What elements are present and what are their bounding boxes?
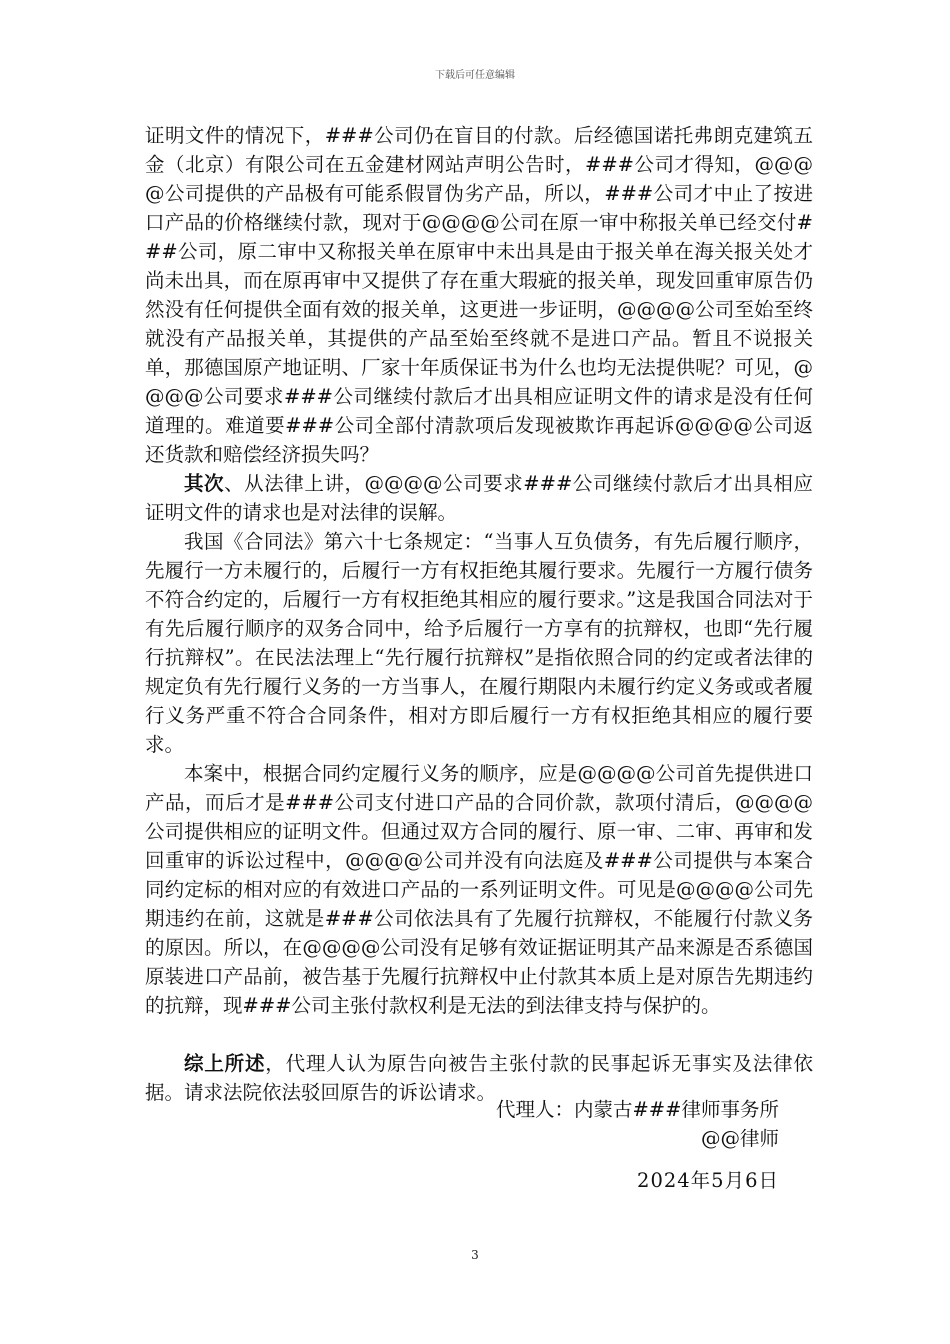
paragraph-conclusion-rest: ，代理人认为原告向被告主张付款的民事起诉无事实及法律依据。请求法院依法驳回原告的诉讼请求。	[145, 1052, 813, 1104]
paragraph-secondly-rest: 、从法律上讲，@@@@公司要求###公司继续付款后才出具相应证明文件的请求也是对法律的误解。	[145, 472, 813, 524]
paragraph-secondly-lead: 其次	[184, 472, 225, 495]
paragraph-case-analysis: 本案中，根据合同约定履行义务的顺序，应是@@@@公司首先提供进口产品，而后才是###公司支付进口产品的合同价款，款项付清后，@@@@公司提供相应的证明文件。但通过双方合同的履行、原一审、二审、再审和发回重审的诉讼过程中，@@@@公司并没有向法庭及###公司提供与本案合同约定标的相对应的有效进口产品的一系列证明文件。可见是@@@@公司先期违约在前，这就是###公司依法具有了先履行抗辩权，不能履行付款义务的原因。所以，在@@@@公司没有足够有效证据证明其产品来源是否系德国原装进口产品前，被告基于先履行抗辩权中止付款其本质上是对原告先期违约的抗辩，现###公司主张付款权利是无法的到法律支持与保护的。	[145, 762, 813, 1017]
paragraph-contract-law: 我国《合同法》第六十七条规定：“当事人互负债务，有先后履行顺序，先履行一方未履行的，后履行一方有权拒绝其履行要求。先履行一方履行债务不符合约定的，后履行一方有权拒绝其相应的履行要求。”这是我国合同法对于有先后履行顺序的双务合同中，给予后履行一方享有的抗辩权，也即“先行履行抗辩权”。在民法法理上“先行履行抗辩权”是指依照合同的约定或者法律的规定负有先行履行义务的一方当事人，在履行期限内未履行约定义务或或者履行义务严重不符合合同条件，相对方即后履行一方有权拒绝其相应的履行要求。	[145, 530, 813, 756]
signature-agent: 代理人：内蒙古###律师事务所	[495, 1098, 779, 1121]
paragraph-evidence: 证明文件的情况下，###公司仍在盲目的付款。后经德国诺托弗朗克建筑五金（北京）有限公司在五金建材网站声明公告时，###公司才得知，@@@@公司提供的产品极有可能系假冒伪劣产品，所以，###公司才中止了按进口产品的价格继续付款，现对于@@@@公司在原一审中称报关单已经交付###公司，原二审中又称报关单在原审中未出具是由于报关单在海关报关处才尚未出具，而在原再审中又提供了存在重大瑕疵的报关单，现发回重审原告仍然没有任何提供全面有效的报关单，这更进一步证明，@@@@公司至始至终就没有产品报关单，其提供的产品至始至终就不是进口产品。暂且不说报关单，那德国原产地证明、厂家十年质保证书为什么也均无法提供呢？可见，@@@@公司要求###公司继续付款后才出具相应证明文件的请求是没有任何道理的。难道要###公司全部付清款项后发现被欺诈再起诉@@@@公司返还货款和赔偿经济损失吗？	[145, 124, 813, 466]
page-number: 3	[471, 1248, 479, 1262]
page-header: 下载后可任意编辑	[435, 70, 515, 81]
signature-lawyer: @@律师	[700, 1127, 779, 1150]
document-body	[145, 121, 813, 1107]
paragraph-secondly	[145, 469, 813, 527]
signature-date: 2024年5月6日	[637, 1169, 779, 1192]
signature-block	[496, 1095, 779, 1153]
paragraph-conclusion-lead: 综上所述	[184, 1052, 266, 1075]
